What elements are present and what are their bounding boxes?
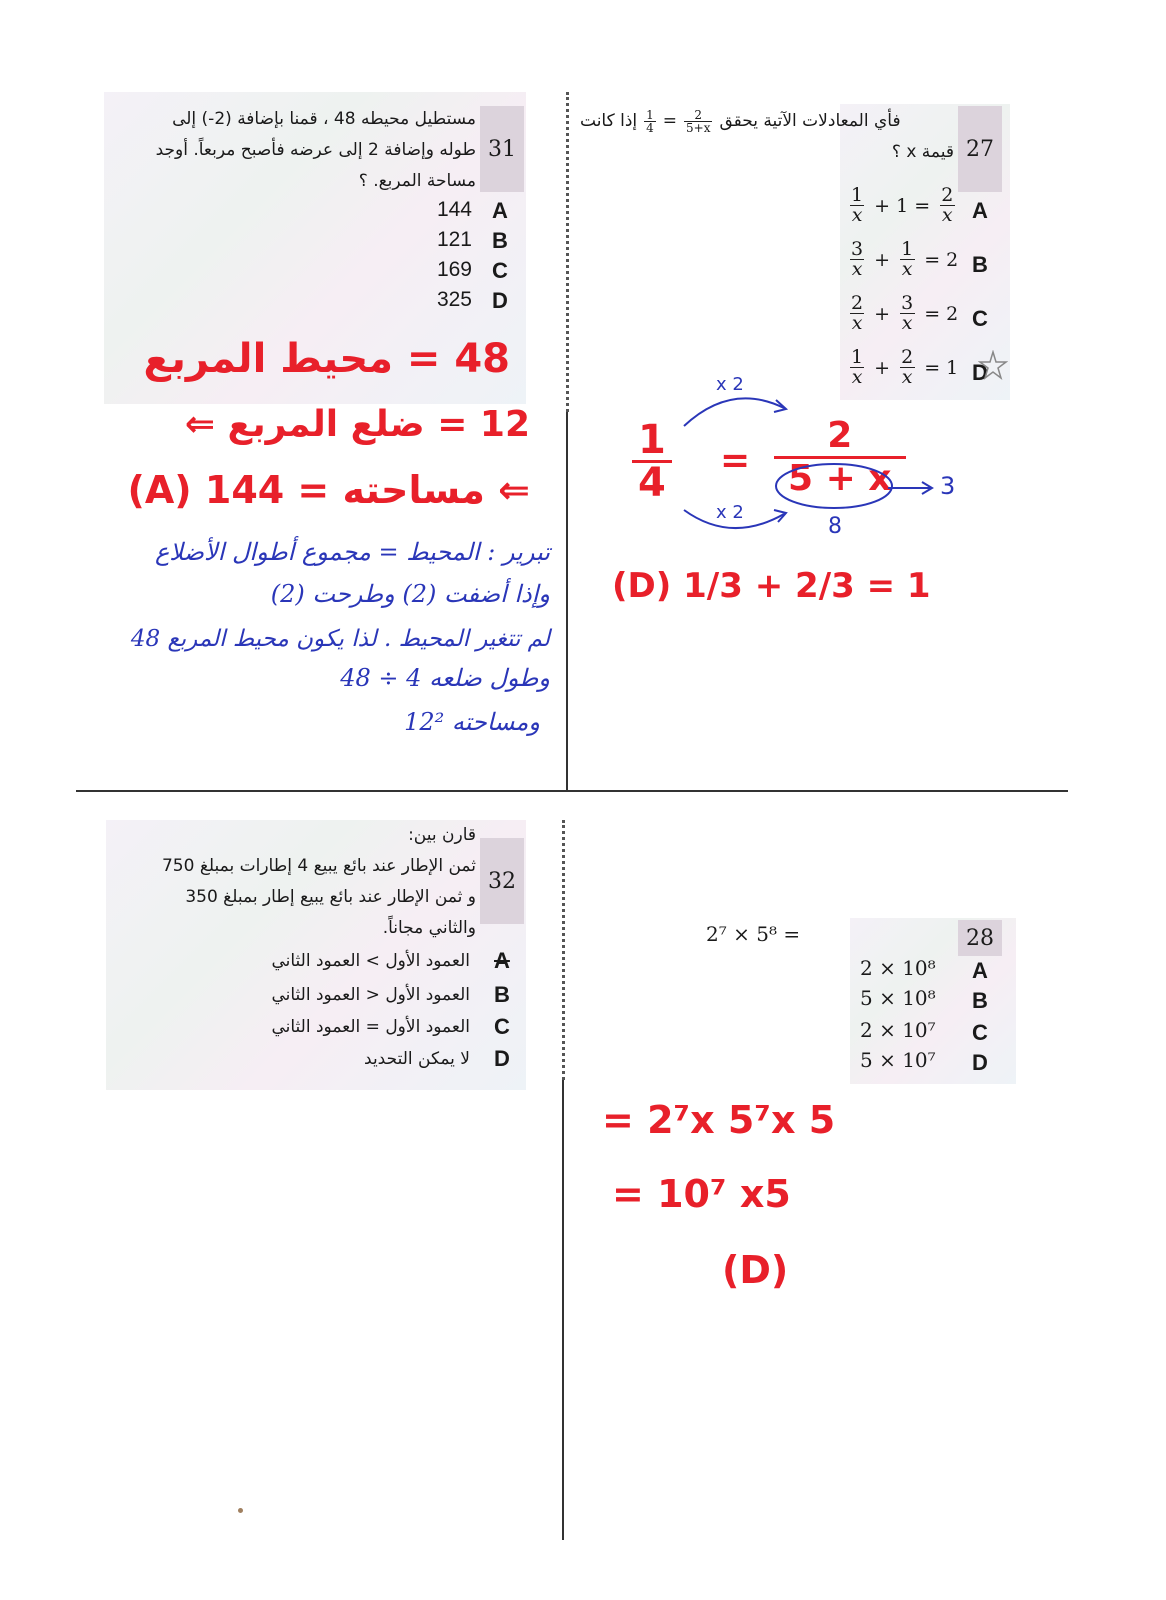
handwritten-times2-bottom: x 2 (716, 502, 744, 523)
paper-speck (238, 1508, 243, 1513)
handwritten-times2-top: x 2 (716, 374, 744, 395)
curved-arrow-bottom-icon (676, 500, 796, 536)
option-letter: A (494, 948, 510, 973)
handwritten-step-1: = 2⁷x 5⁷x 5 (602, 1098, 836, 1142)
question-27-text (580, 106, 954, 168)
fraction-denominator: 5 + x (774, 456, 906, 499)
question-number: 28 (958, 920, 1002, 956)
question-line: قيمة x ؟ (891, 142, 954, 162)
fraction-denominator: 5+x (686, 121, 711, 135)
handwritten-star-mark-icon (978, 350, 1008, 380)
handwritten-answer-d: (D) (722, 1248, 789, 1292)
option-letter: C (492, 258, 508, 283)
question-line: قارن بين: (408, 825, 476, 845)
handwritten-area: (A) 144 = مساحته ⇐ (127, 468, 530, 512)
handwritten-step-2: = 10⁷ x5 (612, 1172, 791, 1216)
option-expression: $\frac{1}{x}$ + $\frac{2}{x}$ = 1 (851, 346, 959, 388)
option-letter: C (972, 1020, 988, 1045)
question-line: والثاني مجاناً. (382, 918, 476, 938)
option-letter: C (494, 1014, 510, 1039)
question-line: مساحة المربع. ؟ (358, 171, 476, 191)
option-value: 5 × 10⁸ (860, 986, 936, 1010)
option-expression: $\frac{1}{x}$ + 1 = $\frac{2}{x}$ (851, 184, 954, 226)
equals-sign: = (662, 111, 678, 131)
fraction-denominator: 4 (646, 121, 654, 135)
fraction-numerator: 1 (646, 108, 654, 122)
option-expression: $\frac{3}{x}$ + $\frac{1}{x}$ = 2 (851, 238, 959, 280)
arrow-right-icon (886, 478, 936, 498)
column-divider-top-dotted (566, 92, 569, 412)
handwritten-justification: تبرير : المحيط = مجموع أطوال الأضلاع (154, 538, 550, 566)
column-divider-bottom-dotted (562, 820, 565, 1080)
handwritten-justification: وإذا أضفت (2) وطرحت (2) (270, 580, 550, 608)
option-value: 325 (436, 288, 472, 311)
option-letter: D (972, 1050, 988, 1075)
question-28-expression: 2⁷ × 5⁸ = (706, 922, 801, 946)
option-value: 144 (436, 198, 472, 221)
fraction-two-over-five-plus-x (684, 109, 712, 134)
fraction-numerator: 1 (638, 417, 666, 463)
question-line: ثمن الإطار عند بائع يبيع 4 إطارات بمبلغ 750 (161, 856, 476, 876)
question-line (580, 106, 954, 137)
option-letter: D (494, 1046, 510, 1071)
column-divider-bottom (562, 1080, 564, 1540)
option-letter: B (972, 988, 988, 1013)
option-letter: A (972, 958, 988, 983)
question-text-suffix: فأي المعادلات الآتية يحقق (719, 111, 901, 131)
option-letter: B (494, 982, 510, 1007)
handwritten-equals: = (720, 440, 751, 481)
option-letter: D (492, 288, 508, 313)
question-number: 27 (958, 106, 1002, 192)
handwritten-answer-d: (D) 1/3 + 2/3 = 1 (612, 566, 931, 606)
question-text-prefix: إذا كانت (580, 111, 638, 131)
fraction-one-quarter (644, 109, 656, 134)
question-line: مستطيل محيطه 48 ، قمنا بإضافة (2-) إلى (172, 109, 476, 129)
option-letter: A (972, 198, 988, 223)
question-number: 32 (480, 838, 524, 924)
option-letter: D (972, 360, 988, 385)
option-expression: $\frac{2}{x}$ + $\frac{3}{x}$ = 2 (851, 292, 959, 334)
handwritten-fraction-one-quarter (632, 417, 672, 506)
option-letter: A (492, 198, 508, 223)
option-value: 169 (436, 258, 472, 281)
column-divider-top (566, 412, 568, 790)
handwritten-side: 12 = ضلع المربع ⇐ (184, 404, 530, 445)
handwritten-perimeter: 48 = محيط المربع (143, 336, 510, 382)
option-value: العمود الأول < العمود الثاني (271, 985, 470, 1005)
row-divider (76, 790, 1068, 792)
question-line: و ثمن الإطار عند بائع يبيع إطار بمبلغ 350 (185, 887, 476, 907)
handwritten-justification: وطول ضلعه 4 ÷ 48 (340, 664, 550, 692)
fraction-denominator: 4 (632, 460, 672, 503)
question-31-text (108, 104, 476, 197)
option-value: لا يمكن التحديد (364, 1049, 470, 1069)
fraction-numerator: 2 (827, 415, 853, 456)
question-number: 31 (480, 106, 524, 192)
option-value: 2 × 10⁸ (860, 956, 936, 980)
option-value: 121 (436, 228, 472, 251)
option-letter: B (492, 228, 508, 253)
handwritten-eight: 8 (828, 514, 842, 539)
option-value: 2 × 10⁷ (860, 1018, 936, 1042)
handwritten-justification: ومساحته 12² (404, 708, 540, 736)
option-letter: B (972, 252, 988, 277)
handwritten-justification: لم تتغير المحيط . لذا يكون محيط المربع 48 (130, 626, 550, 652)
option-value: العمود الأول > العمود الثاني (271, 951, 470, 971)
question-line: طوله وإضافة 2 إلى عرضه فأصبح مربعاً. أوجد (155, 140, 476, 160)
option-letter: C (972, 306, 988, 331)
option-value: 5 × 10⁷ (860, 1048, 936, 1072)
question-32-text (108, 820, 476, 944)
handwritten-result: 3 (940, 472, 956, 500)
fraction-numerator: 2 (694, 108, 703, 122)
option-value: العمود الأول = العمود الثاني (271, 1017, 470, 1037)
